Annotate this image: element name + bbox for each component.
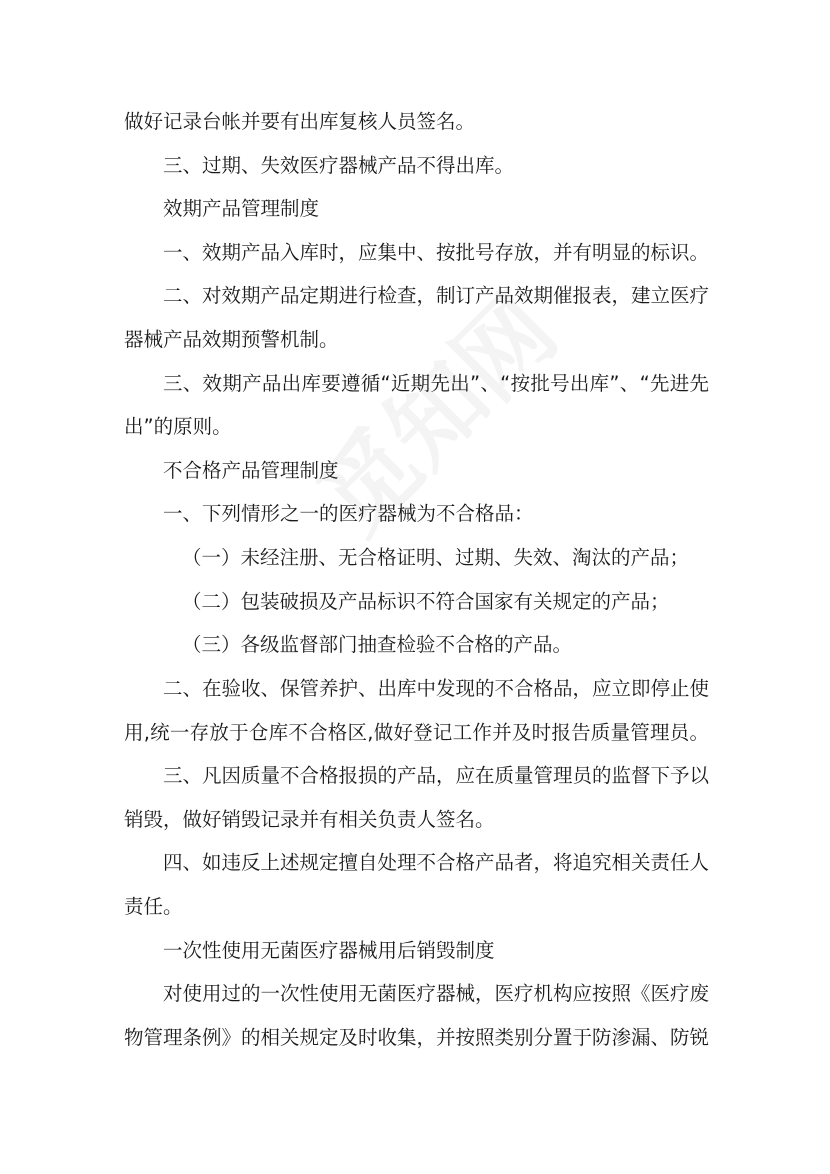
paragraph (124, 667, 709, 754)
section-heading-text: 效期产品管理制度 (163, 197, 320, 221)
text-line: 物管理条例》的相关规定及时收集，并按照类别分置于防渗漏、防锐 (124, 1025, 710, 1049)
text-line: 责任。 (124, 894, 183, 918)
text-line: （三）各级监督部门抽查检验不合格的产品。 (182, 633, 573, 657)
list-item (124, 580, 709, 624)
text-line: 一、效期产品入库时，应集中、按批号存放，并有明显的标识。 (163, 240, 710, 264)
text-line: 四、如违反上述规定擅自处理不合格产品者，将追究相关责任人 (163, 851, 710, 875)
text-line: 对使用过的一次性使用无菌医疗器械，医疗机构应按照《医疗废 (163, 982, 710, 1006)
document-body (124, 100, 709, 1059)
text-line: 二、对效期产品定期进行检查，制订产品效期催报表，建立医疗 (163, 284, 710, 308)
paragraph (124, 100, 709, 144)
text-line: 三、凡因质量不合格报损的产品，应在质量管理员的监督下予以 (163, 764, 710, 788)
text-line: 器械产品效期预警机制。 (124, 328, 339, 352)
text-line: 三、效期产品出库要遵循“近期先出”、“按批号出库”、“先进先 (163, 371, 709, 395)
paragraph (124, 972, 709, 1059)
paragraph (124, 144, 709, 188)
paragraph (124, 754, 709, 841)
section-heading-text: 不合格产品管理制度 (163, 458, 339, 482)
paragraph (124, 841, 709, 928)
text-line: （一）未经注册、无合格证明、过期、失效、淘汰的产品； (182, 546, 690, 570)
paragraph (124, 492, 709, 536)
text-line: 用,统一存放于仓库不合格区,做好登记工作并及时报告质量管理员。 (124, 720, 709, 744)
list-item (124, 623, 709, 667)
text-line: 一、下列情形之一的医疗器械为不合格品： (163, 502, 534, 526)
text-line: 做好记录台帐并要有出库复核人员签名。 (124, 110, 476, 133)
text-line: （二）包装破损及产品标识不符合国家有关规定的产品； (182, 589, 670, 613)
list-item (124, 536, 709, 580)
section-heading (124, 187, 709, 231)
paragraph (124, 231, 709, 275)
text-line: 二、在验收、保管养护、出库中发现的不合格品，应立即停止使 (163, 676, 710, 700)
text-line: 出”的原则。 (124, 415, 232, 439)
section-heading (124, 929, 709, 973)
section-heading (124, 449, 709, 493)
section-heading-text: 一次性使用无菌医疗器械用后销毁制度 (163, 938, 495, 962)
text-line: 三、过期、失效医疗器械产品不得出库。 (163, 153, 515, 177)
paragraph (124, 274, 709, 361)
text-line: 销毁，做好销毁记录并有相关负责人签名。 (124, 807, 495, 831)
paragraph (124, 362, 709, 449)
